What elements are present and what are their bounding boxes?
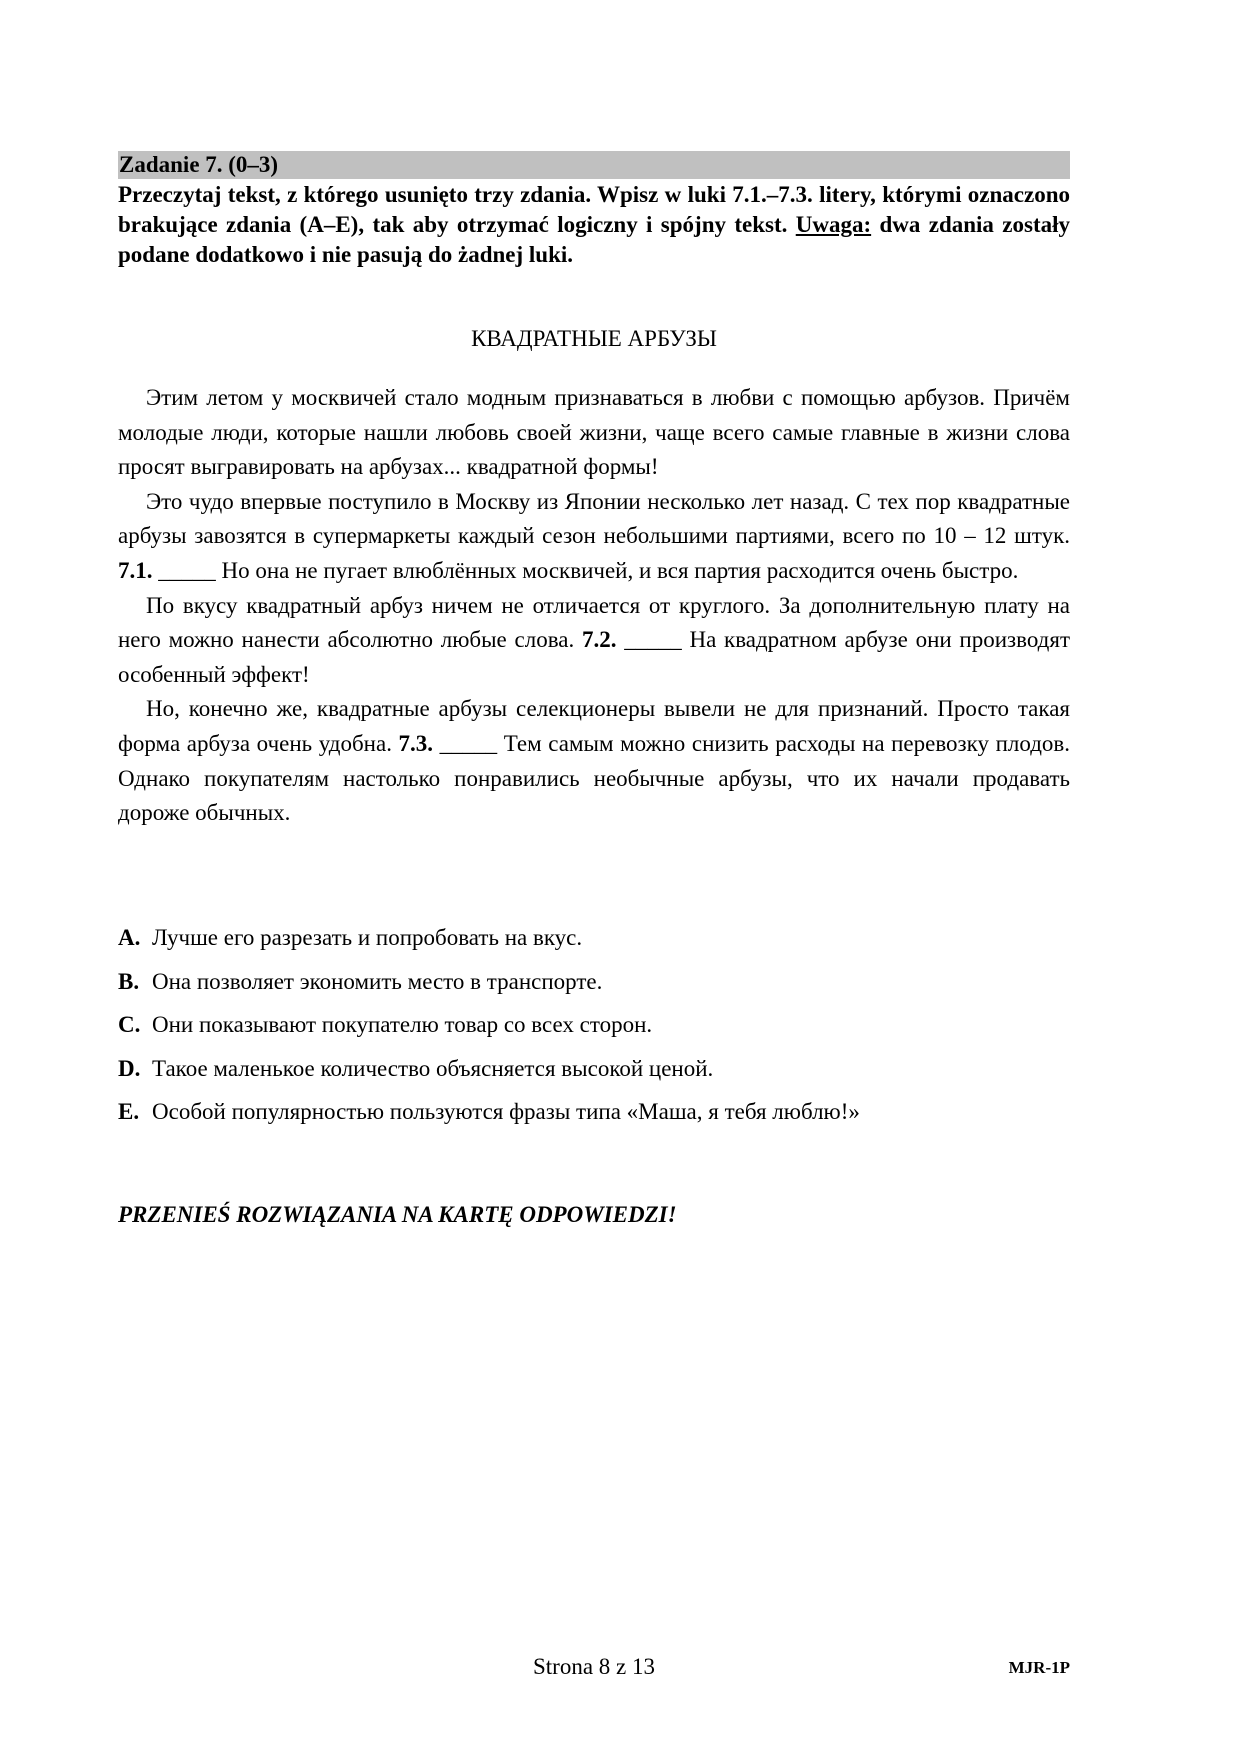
option-text: Лучше его разрезать и попробовать на вкус. xyxy=(152,925,583,950)
option-letter: E. xyxy=(118,1099,140,1124)
gap-label-7-1: 7.1. xyxy=(118,557,153,583)
exam-code: MJR-1P xyxy=(1008,1658,1070,1677)
gap-label-7-3: 7.3. xyxy=(398,730,434,756)
answer-option xyxy=(118,1054,1070,1098)
reading-title: КВАДРАТНЫЕ АРБУЗЫ xyxy=(471,326,717,351)
paragraph-2-end: Но она не пугает влюблённых москвичей, и вся партия расходится очень быстро. xyxy=(215,557,1019,583)
paragraph-3-end: На квадратном арбузе они производят особенный эффект! xyxy=(118,627,1071,687)
option-letter: B. xyxy=(118,968,140,994)
option-text: Она позволяет экономить место в транспорте. xyxy=(152,968,603,994)
paragraph-2-start: Это чудо впервые поступило в Москву из Японии несколько лет назад. С тех пор квадратные арбузы завозятся в супермаркеты каждый сезон небольшими партиями, всего по 10 – 12 штук. xyxy=(118,488,1070,549)
answer-option xyxy=(118,1010,1070,1054)
answer-option xyxy=(118,967,1070,1011)
task-header: Zadanie 7. (0–3) xyxy=(118,151,1070,179)
instruction-main-text: Przeczytaj tekst, z którego usunięto trzy zdania. Wpisz w luki 7.1.–7.3. litery, którymi oznaczono brakujące zdania (A–E), tak aby otrzymać logiczny i spójny tekst. xyxy=(118,182,1070,237)
gap-blank-7-1: _____ xyxy=(158,557,216,583)
gap-blank-7-2: _____ xyxy=(624,627,682,653)
note-text: dwa zdania zostały podane dodatkowo i nie pasują do żadnej luki. xyxy=(118,212,1070,267)
note-label: Uwaga: xyxy=(795,212,872,237)
answer-options-list xyxy=(118,923,1070,1141)
paragraph-4-end: Тем самым можно снизить расходы на перевозку плодов. Однако покупателям настолько понравились необычные арбузы, что их начали продавать дороже обычных. xyxy=(118,730,1071,826)
reading-paragraph-4 xyxy=(118,692,1070,830)
reading-text xyxy=(118,381,1070,831)
task-instruction xyxy=(118,180,1070,270)
paragraph-3-start: По вкусу квадратный арбуз ничем не отличается от круглого. За дополнительную плату на него можно нанести абсолютно любые слова. xyxy=(118,592,1070,653)
option-text: Они показывают покупателю товар со всех сторон. xyxy=(152,1012,653,1037)
exam-page xyxy=(118,0,1070,1754)
reading-paragraph-1: Этим летом у москвичей стало модным признаваться в любви с помощью арбузов. Причём молодые люди, которые нашли любовь своей жизни, чаще всего самые главные в жизни слова просят выгравировать на арбузах... квадратной формы! xyxy=(118,385,1070,480)
gap-blank-7-3: _____ xyxy=(439,730,498,756)
answer-option xyxy=(118,1097,1070,1141)
option-letter: A. xyxy=(118,925,141,950)
reading-paragraph-3 xyxy=(118,589,1070,693)
option-text: Особой популярностью пользуются фразы типа «Маша, я тебя люблю!» xyxy=(152,1099,860,1124)
page-number: Strona 8 z 13 xyxy=(532,1654,655,1679)
option-letter: C. xyxy=(118,1012,141,1037)
paragraph-4-start: Но, конечно же, квадратные арбузы селекционеры вывели не для признаний. Просто такая форма арбуза очень удобна. xyxy=(118,696,1070,756)
transfer-answers-note: PRZENIEŚ ROZWIĄZANIA NA KARTĘ ODPOWIEDZI! xyxy=(118,1202,677,1227)
answer-option xyxy=(118,923,1070,967)
reading-paragraph-2 xyxy=(118,485,1070,589)
option-text: Такое маленькое количество объясняется высокой ценой. xyxy=(152,1055,714,1081)
option-letter: D. xyxy=(118,1055,141,1081)
gap-label-7-2: 7.2. xyxy=(581,627,617,653)
